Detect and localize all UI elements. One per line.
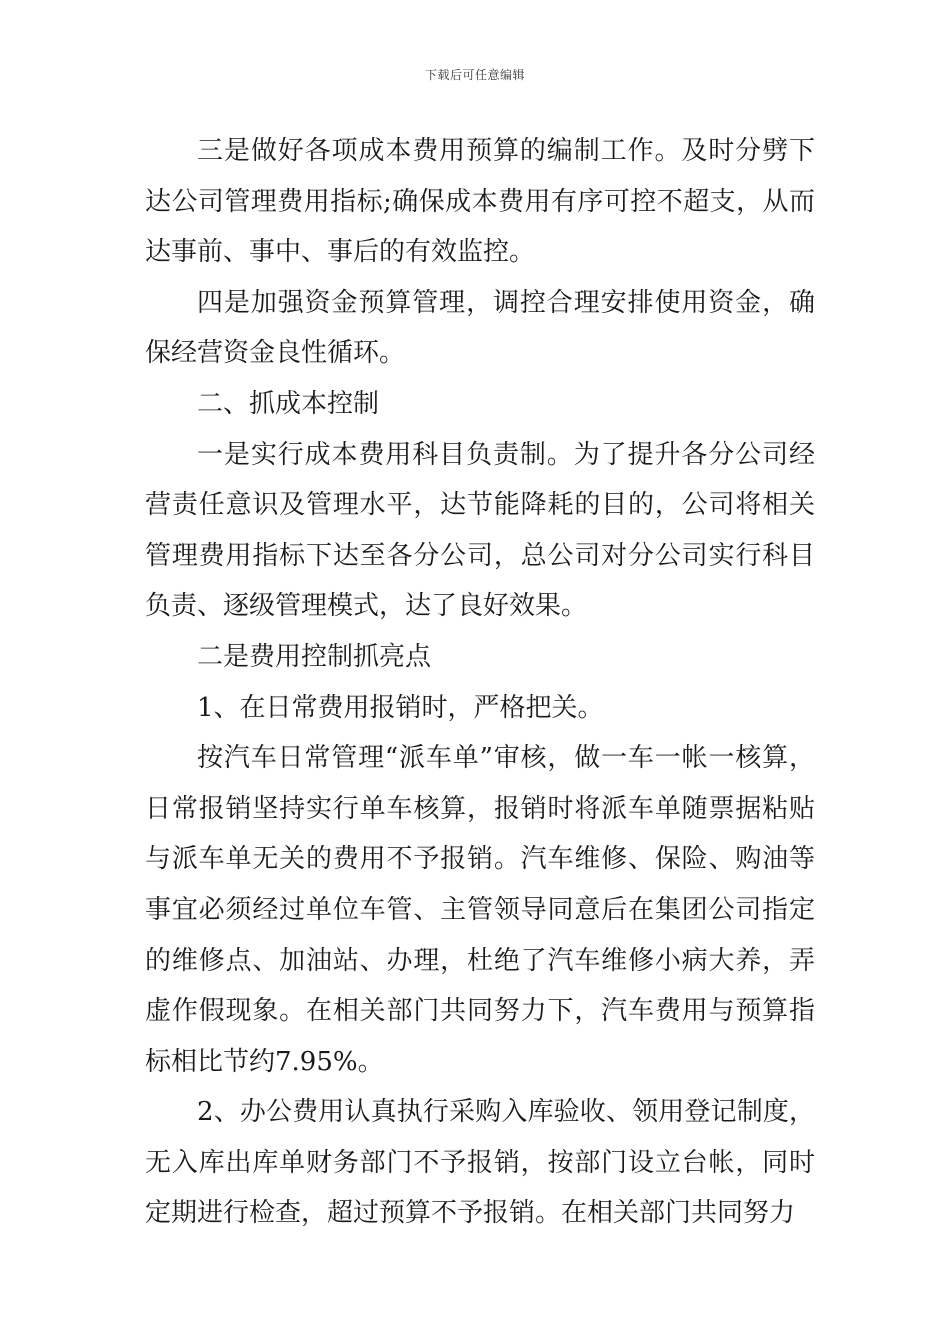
paragraph-fund-budget: 四是加强资金预算管理，调控合理安排使用资金，确保经营资金良性循环。 xyxy=(145,287,815,369)
paragraph-vehicle-management: 按汽车日常管理“派车单”审核，做一车一帐一核算，日常报销坚持实行单车核算，报销时将派车单随票据粘贴与派车单无关的费用不予报销。汽车维修、保险、购油等事宜必须经过单位车管、主管领导同意后在集团公司指定的维修点、加油站、办理，杜绝了汽车维修小病大养，弄虚作假现象。在相关部门共同努力下，汽车费用与预算指标相比节约7.95%。 xyxy=(145,743,815,1077)
paragraph-budget-preparation: 三是做好各项成本费用预算的编制工作。及时分劈下达公司管理费用指标;确保成本费用有序可控不超支，从而达事前、事中、事后的有效监控。 xyxy=(145,136,815,268)
subheading-expense-control: 二是费用控制抓亮点 xyxy=(197,641,432,672)
document-body xyxy=(145,126,815,1239)
list-item-daily-reimbursement: 1、在日常费用报销时，严格把关。 xyxy=(197,692,604,723)
list-item-office-expenses: 2、办公费用认真执行采购入库验收、领用登记制度，无入库出库单财务部门不予报销，按部门设立台帐，同时定期进行检查，超过预算不予报销。在相关部门共同努力 xyxy=(145,1097,815,1229)
paragraph-cost-responsibility: 一是实行成本费用科目负责制。为了提升各分公司经营责任意识及管理水平，达节能降耗的目的，公司将相关管理费用指标下达至各分公司，总公司对分公司实行科目负责、逐级管理模式，达了良好效果。 xyxy=(145,439,815,622)
section-heading-cost-control: 二、抓成本控制 xyxy=(197,388,380,419)
page-header: 下载后可任意编辑 xyxy=(424,68,525,82)
